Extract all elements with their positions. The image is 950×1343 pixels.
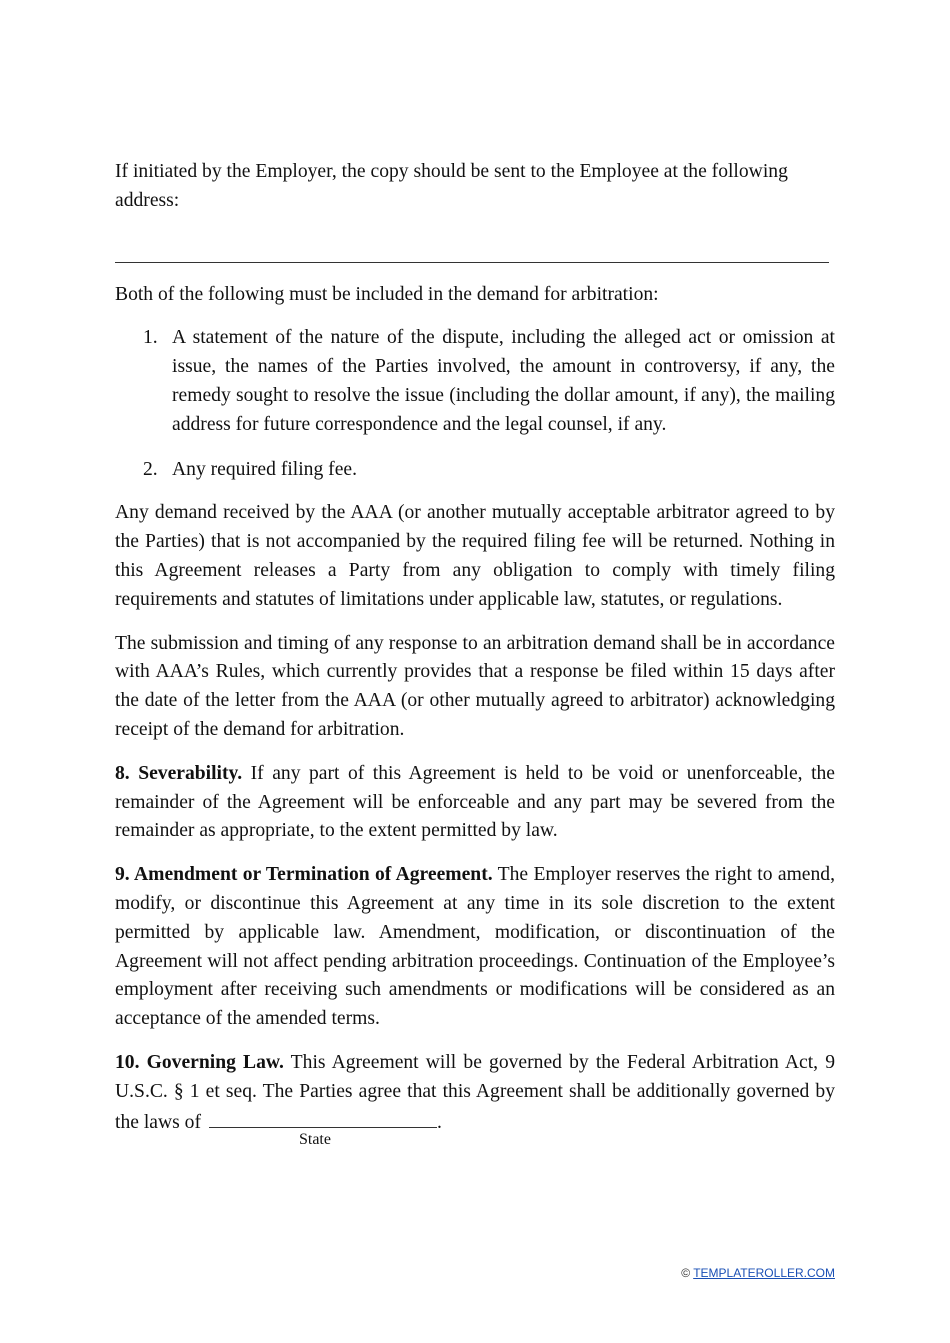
- state-field-label: State: [298, 1130, 331, 1148]
- footer-credit: [681, 1266, 835, 1280]
- response-timing-paragraph: The submission and timing of any response to an arbitration demand shall be in accordance with AAA’s Rules, which currently provides that a response be filed within 15 days after the date of the letter from the AAA (or other mutually agreed to arbitrator) acknowledging receipt of the demand for arbitration.: [115, 632, 835, 740]
- list-item-text: Any required filing fee.: [172, 458, 357, 480]
- amendment-section: [115, 861, 835, 1034]
- section-text: If any part of this Agreement is held to be void or unenforceable, the remainder of the Agreement will be enforceable and any part may be severed from the remainder as appropriate, to the extent permitted by law.: [115, 762, 836, 842]
- employee-address-instruction: If initiated by the Employer, the copy should be sent to the Employee at the following address:: [115, 161, 788, 211]
- list-item: [115, 324, 835, 439]
- section-heading: 10. Governing Law.: [115, 1051, 284, 1073]
- section-text: This Agreement will be governed by the Federal Arbitration Act, 9 U.S.C. § 1 et seq. The Parties agree that this Agreement shall be additionally governed by the laws of: [115, 1051, 835, 1133]
- filing-fee-paragraph: Any demand received by the AAA (or another mutually acceptable arbitrator agreed to by the Parties) that is not accompanied by the required filing fee will be returned. Nothing in this Agreement releases a Party from any obligation to comply with timely filing requirements and statutes of limitations under applicable law, statutes, or regulations.: [115, 502, 835, 610]
- templateroller-link[interactable]: TEMPLATEROLLER.COM: [693, 1266, 835, 1280]
- list-item-number: 1.: [143, 327, 158, 349]
- state-blank-field[interactable]: [209, 1107, 437, 1148]
- list-item-text: A statement of the nature of the dispute, including the alleged act or omission at issue, the names of the Parties involved, the amount in controversy, if any, the remedy sought to resolve the issue (including the dollar amount, if any), the mailing address for future correspondence and the legal counsel, if any.: [172, 327, 835, 435]
- end-punctuation: .: [436, 1111, 442, 1133]
- demand-intro-text: Both of the following must be included in the demand for arbitration:: [115, 283, 659, 305]
- employee-address-blank-line[interactable]: [115, 242, 829, 263]
- list-item: [115, 456, 835, 485]
- demand-requirements-list: [115, 324, 835, 484]
- document-page: [115, 158, 836, 1148]
- section-heading: 9. Amendment or Termination of Agreement.: [115, 864, 493, 886]
- section-heading: 8. Severability.: [115, 762, 243, 784]
- section-text: The Employer reserves the right to amend, modify, or discontinue this Agreement at any time in its sole discretion to the extent permitted by applicable law. Amendment, modification, or discontinuation of the Agreement will not affect pending arbitration proceedings. Continuation of the Employee’s employment after receiving such amendments or modifications will be considered as an acceptance of the amended terms.: [115, 864, 835, 1030]
- copyright-symbol: ©: [681, 1266, 694, 1280]
- governing-law-section: [115, 1049, 835, 1148]
- list-item-number: 2.: [143, 458, 158, 480]
- severability-section: [115, 760, 835, 846]
